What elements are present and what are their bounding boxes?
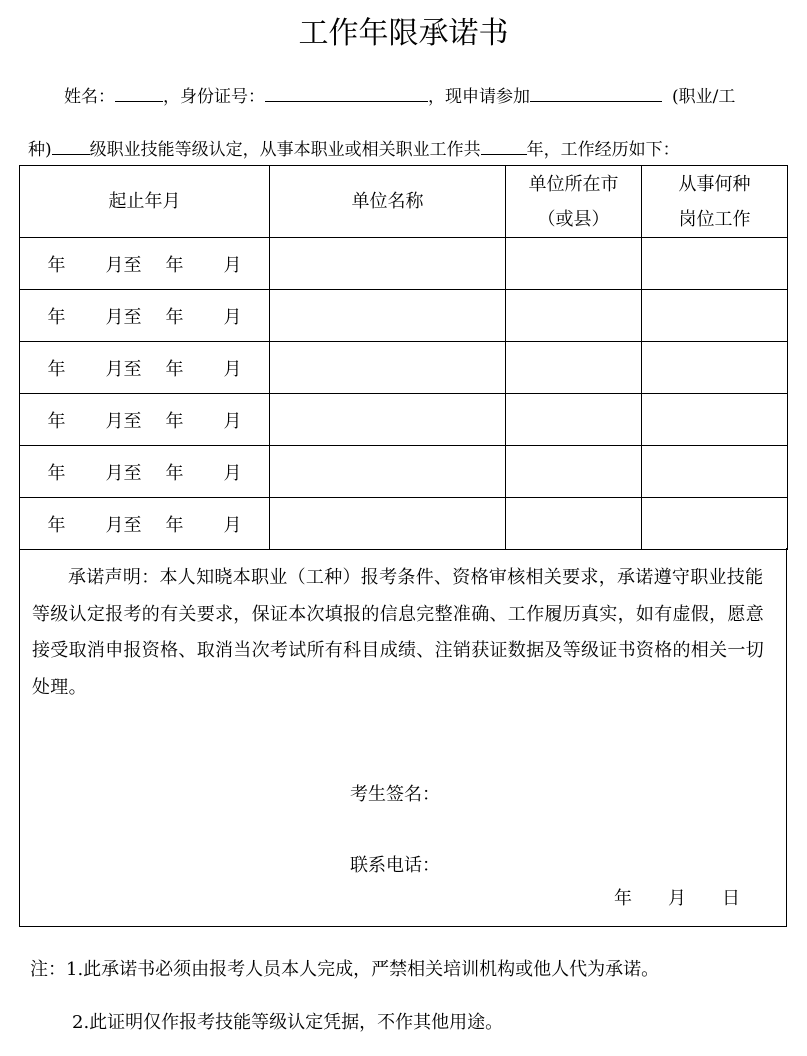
id-label: ，身份证号： bbox=[163, 87, 265, 107]
table-row bbox=[20, 446, 788, 498]
position-cell[interactable] bbox=[642, 498, 788, 550]
sign-date[interactable] bbox=[614, 884, 740, 910]
note-1: 注：1.此承诺书必须由报考人员本人完成，严禁相关培训机构或他人代为承诺。 bbox=[30, 959, 660, 980]
position-cell[interactable] bbox=[642, 290, 788, 342]
period-m1: 月至 bbox=[105, 306, 142, 328]
period-y2: 年 bbox=[165, 306, 184, 328]
period-y1: 年 bbox=[47, 306, 66, 328]
period-m2: 月 bbox=[223, 410, 242, 432]
unit-cell[interactable] bbox=[270, 342, 506, 394]
position-cell[interactable] bbox=[642, 342, 788, 394]
sign-date-month: 月 bbox=[668, 888, 686, 909]
location-cell[interactable] bbox=[506, 342, 642, 394]
header-location bbox=[506, 166, 642, 238]
phone-row[interactable] bbox=[350, 851, 440, 877]
period-m1: 月至 bbox=[105, 358, 142, 380]
location-cell[interactable] bbox=[506, 394, 642, 446]
work-history-table bbox=[19, 165, 788, 550]
level-field[interactable] bbox=[52, 138, 90, 155]
signature-label: 考生签名： bbox=[350, 784, 440, 805]
sign-date-year: 年 bbox=[614, 888, 632, 909]
location-cell[interactable] bbox=[506, 446, 642, 498]
period-m1: 月至 bbox=[105, 254, 142, 276]
years-label: 年，工作经历如下： bbox=[526, 140, 680, 160]
period-m2: 月 bbox=[223, 462, 242, 484]
period-cell[interactable] bbox=[20, 290, 270, 342]
commitment-box bbox=[19, 548, 787, 927]
trade-close-label: 种) bbox=[28, 140, 52, 160]
sign-date-day: 日 bbox=[722, 888, 740, 909]
period-y2: 年 bbox=[165, 514, 184, 536]
phone-label: 联系电话： bbox=[350, 855, 440, 876]
header-period: 起止年月 bbox=[20, 166, 270, 238]
unit-cell[interactable] bbox=[270, 290, 506, 342]
period-y2: 年 bbox=[165, 462, 184, 484]
period-cell[interactable] bbox=[20, 394, 270, 446]
years-field[interactable] bbox=[481, 138, 527, 155]
trade-open-label: (职业/工 bbox=[672, 87, 736, 107]
period-cell[interactable] bbox=[20, 498, 270, 550]
header-location-line-1: 单位所在市 bbox=[528, 173, 619, 195]
period-y2: 年 bbox=[165, 358, 184, 380]
unit-cell[interactable] bbox=[270, 394, 506, 446]
header-position-line-1: 从事何种 bbox=[678, 173, 751, 195]
intro-line-1 bbox=[64, 82, 735, 107]
header-location-line-2: （或县） bbox=[537, 208, 610, 230]
period-y1: 年 bbox=[47, 514, 66, 536]
table-row bbox=[20, 290, 788, 342]
period-m2: 月 bbox=[223, 306, 242, 328]
commitment-statement: 承诺声明：本人知晓本职业（工种）报考条件、资格审核相关要求，承诺遵守职业技能等级认定报考的有关要求，保证本次填报的信息完整准确、工作履历真实，如有虚假，愿意接受取消申报资格、取消当次考试所有科目成绩、注销获证数据及等级证书资格的相关一切处理。 bbox=[32, 567, 764, 698]
period-y1: 年 bbox=[47, 254, 66, 276]
intro-line-2 bbox=[28, 135, 680, 160]
unit-cell[interactable] bbox=[270, 498, 506, 550]
table-row bbox=[20, 498, 788, 550]
table-header-row bbox=[20, 166, 788, 238]
period-y2: 年 bbox=[165, 410, 184, 432]
table-row bbox=[20, 342, 788, 394]
period-m1: 月至 bbox=[105, 462, 142, 484]
name-field[interactable] bbox=[115, 85, 163, 102]
period-m1: 月至 bbox=[105, 410, 142, 432]
header-position-line-2: 岗位工作 bbox=[678, 208, 751, 230]
period-m2: 月 bbox=[223, 254, 242, 276]
period-y1: 年 bbox=[47, 410, 66, 432]
position-cell[interactable] bbox=[642, 446, 788, 498]
unit-cell[interactable] bbox=[270, 238, 506, 290]
level-label: 级职业技能等级认定，从事本职业或相关职业工作共 bbox=[89, 140, 481, 160]
period-cell[interactable] bbox=[20, 446, 270, 498]
occupation-field[interactable] bbox=[530, 85, 662, 102]
position-cell[interactable] bbox=[642, 394, 788, 446]
period-cell[interactable] bbox=[20, 342, 270, 394]
location-cell[interactable] bbox=[506, 290, 642, 342]
id-number-field[interactable] bbox=[265, 85, 428, 102]
location-cell[interactable] bbox=[506, 498, 642, 550]
period-m2: 月 bbox=[223, 358, 242, 380]
apply-label: ，现申请参加 bbox=[428, 87, 530, 107]
page-title: 工作年限承诺书 bbox=[298, 16, 509, 51]
table-row bbox=[20, 394, 788, 446]
location-cell[interactable] bbox=[506, 238, 642, 290]
position-cell[interactable] bbox=[642, 238, 788, 290]
period-y1: 年 bbox=[47, 462, 66, 484]
unit-cell[interactable] bbox=[270, 446, 506, 498]
period-y2: 年 bbox=[165, 254, 184, 276]
name-label: 姓名： bbox=[64, 87, 115, 107]
period-y1: 年 bbox=[47, 358, 66, 380]
table-row bbox=[20, 238, 788, 290]
period-m2: 月 bbox=[223, 514, 242, 536]
note-2: 2.此证明仅作报考技能等级认定凭据，不作其他用途。 bbox=[72, 1012, 504, 1033]
period-m1: 月至 bbox=[105, 514, 142, 536]
period-cell[interactable] bbox=[20, 238, 270, 290]
signature-row[interactable] bbox=[350, 780, 440, 806]
header-unit: 单位名称 bbox=[270, 166, 506, 238]
header-position bbox=[642, 166, 788, 238]
